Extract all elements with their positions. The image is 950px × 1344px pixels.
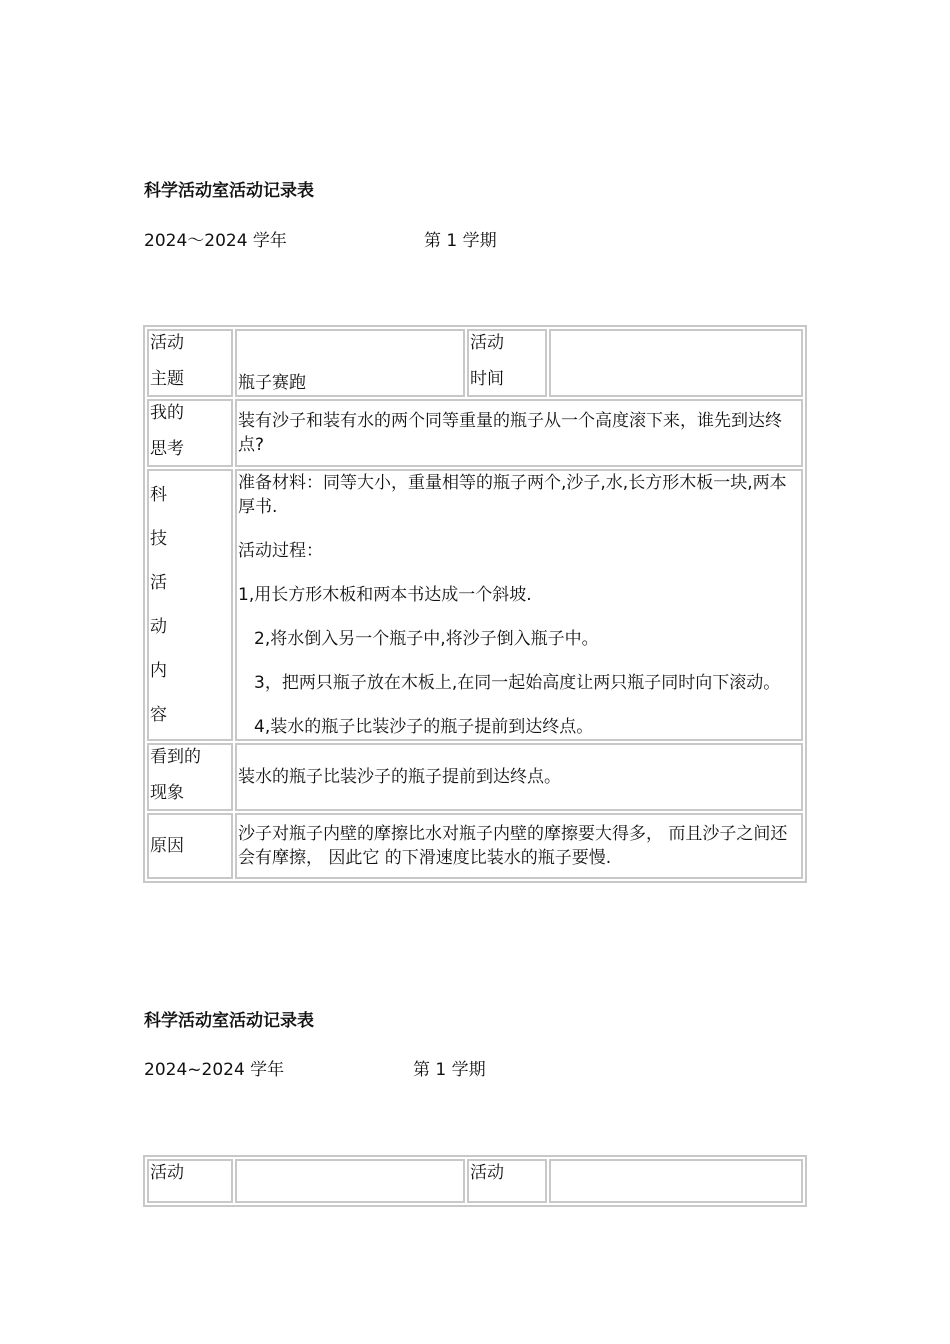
process-title: 活动过程： [238, 541, 323, 561]
record1-table [143, 325, 807, 883]
record2-time-label: 活动 [467, 1159, 547, 1203]
step-1: 1,用长方形木板和两本书达成一个斜坡. [238, 585, 532, 605]
time-label-1: 活动 [470, 333, 504, 353]
step-2: 2,将水倒入另一个瓶子中,将沙子倒入瓶子中。 [254, 629, 599, 649]
record2-title: 科学活动室活动记录表 [144, 1011, 314, 1031]
content-row [147, 469, 803, 741]
observation-row [147, 743, 803, 811]
record2-theme-value [235, 1159, 465, 1203]
record1-school-year: 2024～2024 学年 [144, 231, 287, 251]
observation-label-2: 现象 [150, 783, 184, 803]
step-3: 3，把两只瓶子放在木板上,在同一起始高度让两只瓶子同时向下滚动。 [254, 673, 781, 693]
record2-term: 第 1 学期 [413, 1060, 486, 1080]
theme-label-cell [147, 329, 233, 397]
thinking-label-cell [147, 399, 233, 467]
observation-label-cell [147, 743, 233, 811]
thinking-text: 装有沙子和装有水的两个同等重量的瓶子从一个高度滚下来，谁先到达终点? [235, 399, 803, 467]
record1-title: 科学活动室活动记录表 [144, 181, 314, 201]
step-4: 4,装水的瓶子比装沙子的瓶子提前到达终点。 [254, 717, 594, 737]
record2-theme-label: 活动 [147, 1159, 233, 1203]
theme-label-2: 主题 [150, 369, 184, 389]
content-label-cell [147, 469, 233, 741]
observation-text: 装水的瓶子比装沙子的瓶子提前到达终点。 [235, 743, 803, 811]
reason-label: 原因 [147, 813, 233, 879]
content-body [235, 469, 803, 741]
record1-term: 第 1 学期 [424, 231, 497, 251]
reason-text: 沙子对瓶子内壁的摩擦比水对瓶子内壁的摩擦要大得多， 而且沙子之间还会有摩擦， 因此它 的下滑速度比装水的瓶子要慢. [235, 813, 803, 879]
thinking-row [147, 399, 803, 467]
content-label-char: 容 [150, 705, 167, 725]
record2-table [143, 1155, 807, 1207]
materials-text: 准备材料：同等大小，重量相等的瓶子两个,沙子,水,长方形木板一块,两本厚书. [238, 473, 787, 517]
thinking-label-2: 思考 [150, 439, 184, 459]
time-label-2: 时间 [470, 369, 504, 389]
theme-value: 瓶子赛跑 [235, 329, 465, 397]
reason-row [147, 813, 803, 879]
thinking-label-1: 我的 [150, 403, 184, 423]
theme-row [147, 329, 803, 397]
content-label-char: 科 [150, 485, 167, 505]
content-label-char: 动 [150, 617, 167, 637]
content-label-char: 技 [150, 529, 167, 549]
record2-school-year: 2024~2024 学年 [144, 1060, 285, 1080]
content-label-char: 活 [150, 573, 167, 593]
record2-time-value [549, 1159, 803, 1203]
content-label-char: 内 [150, 661, 167, 681]
record2-theme-row [147, 1159, 803, 1203]
time-label-cell [467, 329, 547, 397]
observation-label-1: 看到的 [150, 747, 201, 767]
theme-label-1: 活动 [150, 333, 184, 353]
time-value [549, 329, 803, 397]
